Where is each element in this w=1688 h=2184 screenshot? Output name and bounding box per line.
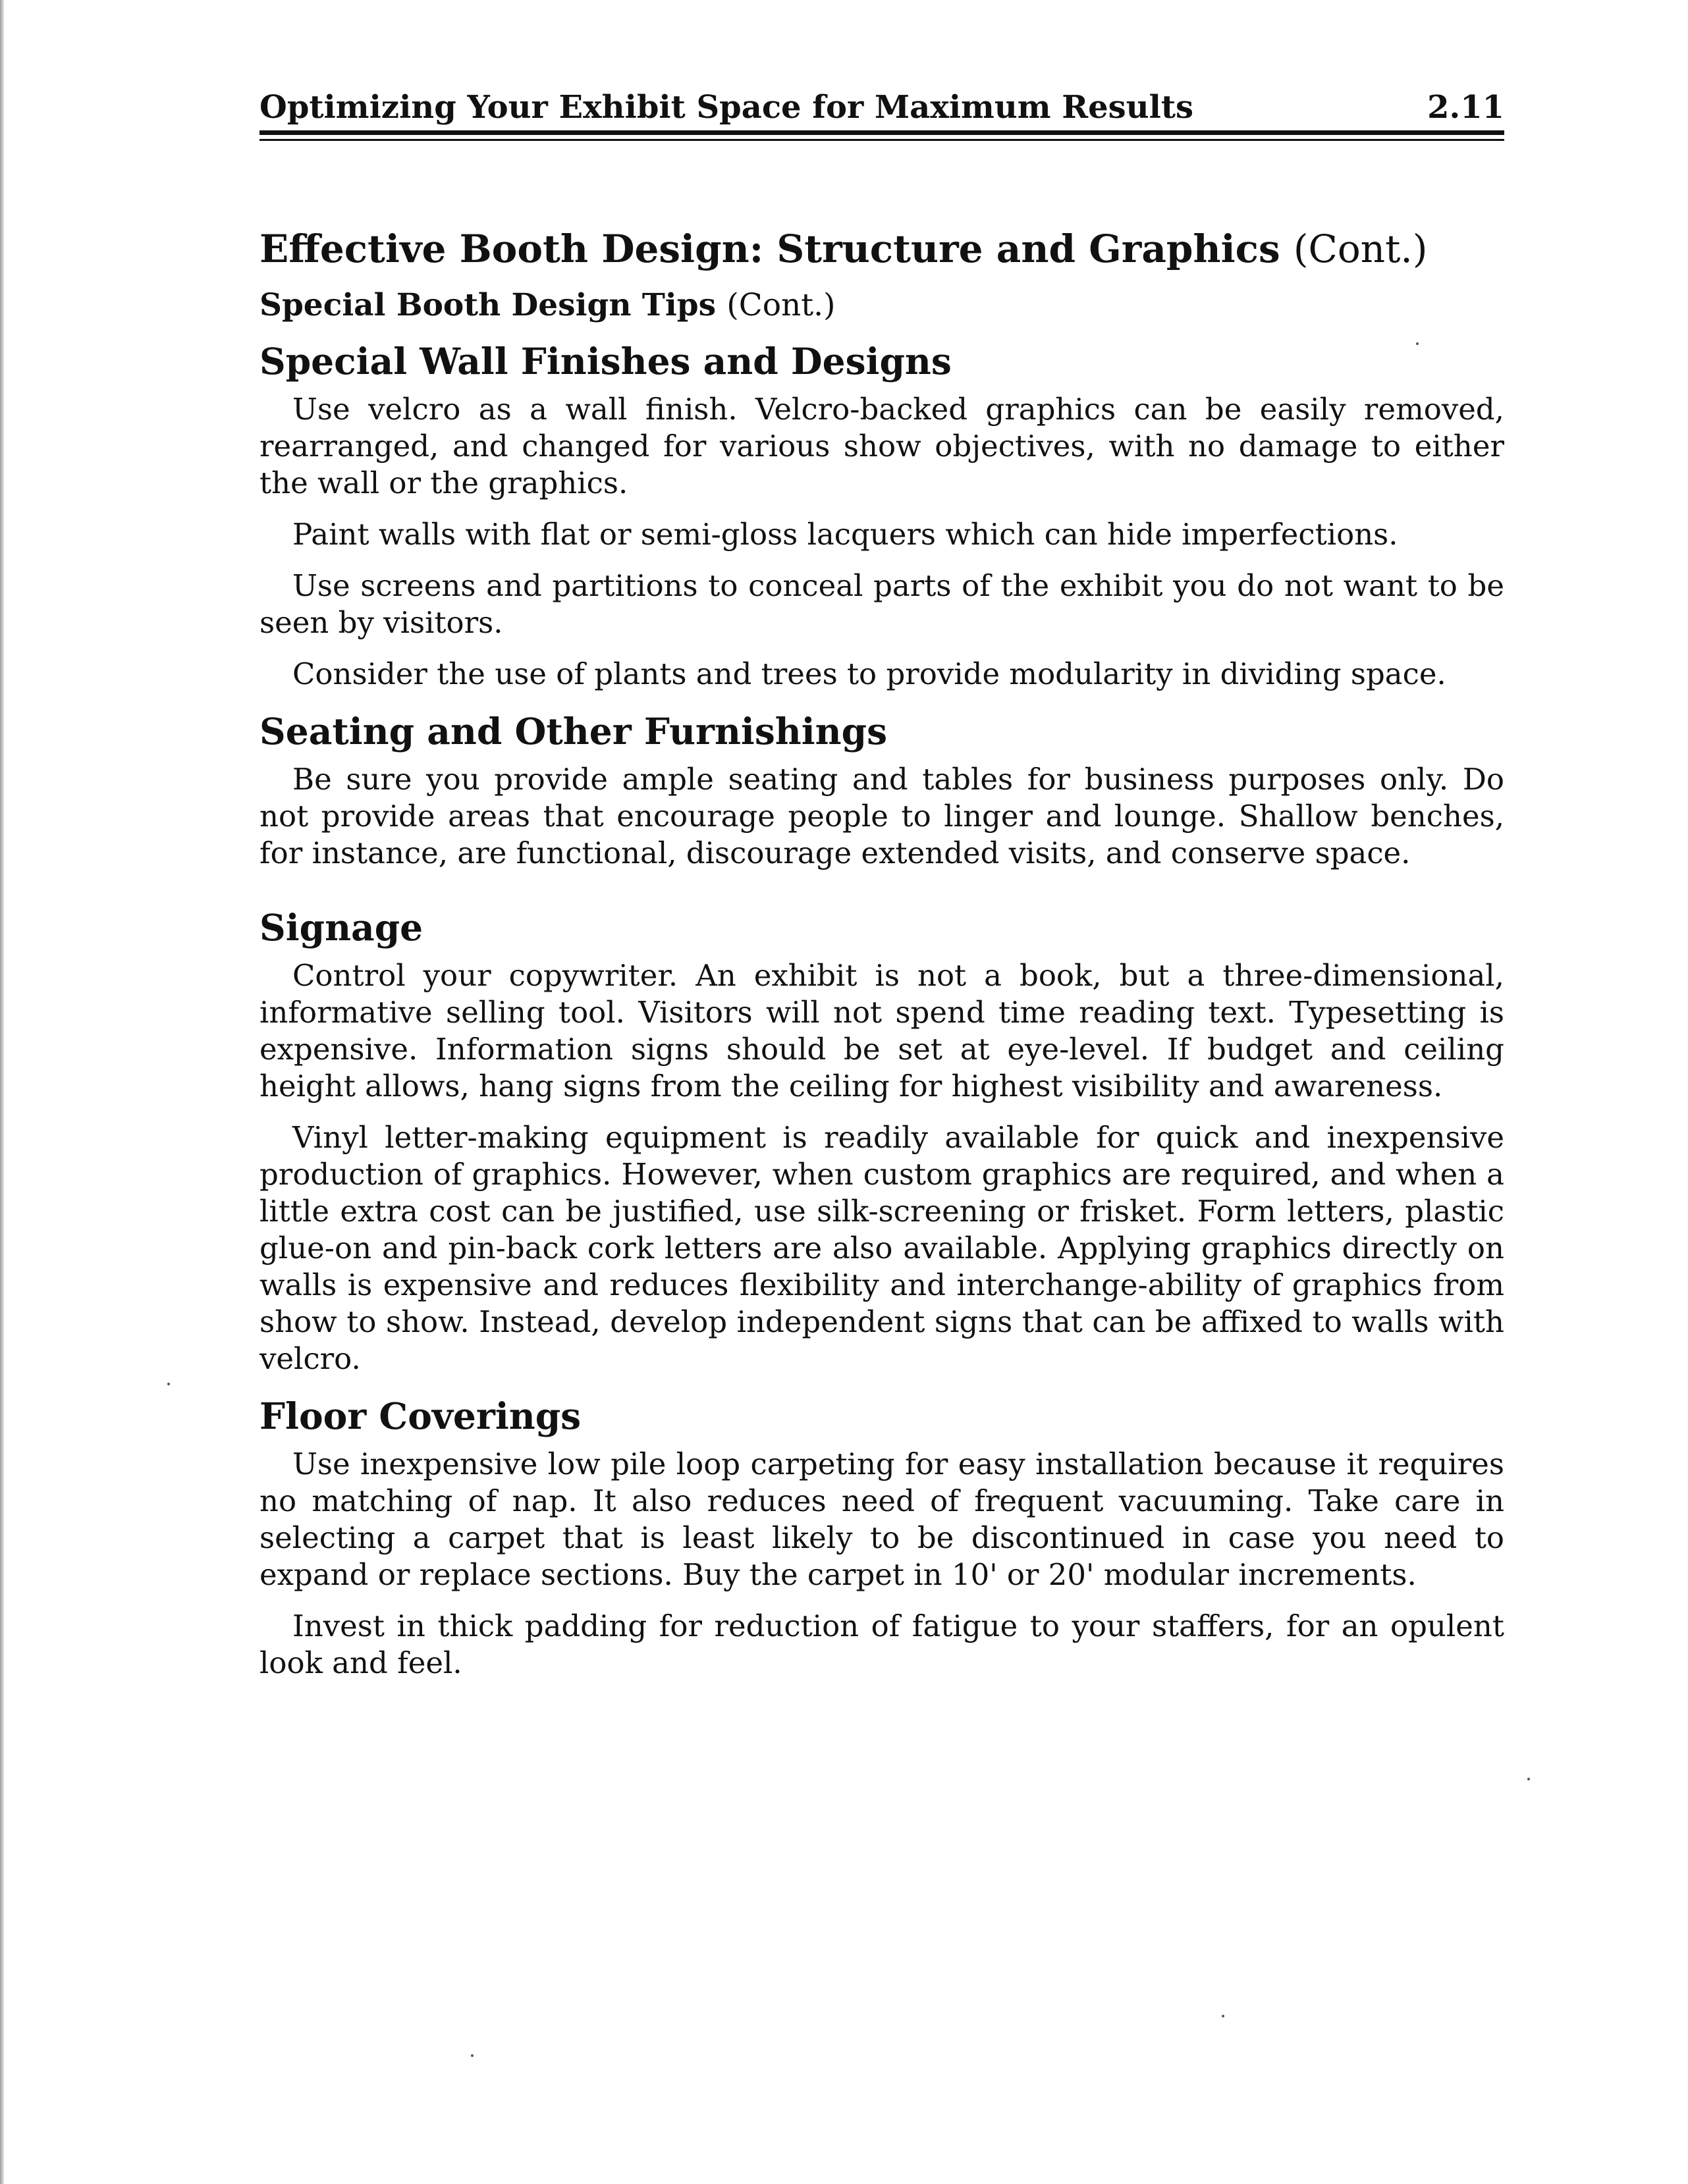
scan-speck <box>167 1383 170 1385</box>
page-number: 2.11 <box>1427 89 1504 126</box>
paragraph: Consider the use of plants and trees to provide modularity in dividing space. <box>292 656 1446 691</box>
section-title: Effective Booth Design: Structure and Graphics <box>259 226 1280 271</box>
topic-heading: Special Wall Finishes and Designs <box>259 340 952 383</box>
topic-heading: Seating and Other Furnishings <box>259 710 888 753</box>
paragraph: Use inexpensive low pile loop carpeting for easy installation because it requires no matching of nap. It also reduces need of frequent vacuuming. Take care in selecting a carpet that is least likely to be discontinued in case you need to expand or replace sections. Buy the carpet in 10' or 20' modular increments. <box>259 1447 1504 1592</box>
running-header <box>259 84 1504 130</box>
topic-wall-finishes <box>259 337 1504 693</box>
topic-floor-coverings <box>259 1392 1504 1682</box>
topic-signage <box>259 903 1504 1377</box>
scan-edge <box>0 0 4 2184</box>
header-rule-thick <box>259 130 1504 135</box>
page-content <box>259 223 1504 1696</box>
paragraph: Be sure you provide ample seating and tables for business purposes only. Do not provide areas that encourage people to linger and lounge. Shallow benches, for instance, are functional, discourage extended visits, and conserve space. <box>259 762 1504 870</box>
scan-speck <box>1222 2015 1224 2017</box>
paragraph: Use velcro as a wall finish. Velcro-backed graphics can be easily removed, rearranged, and changed for various show objectives, with no damage to either the wall or the graphics. <box>259 392 1504 500</box>
subsection-title: Special Booth Design Tips <box>259 287 717 323</box>
scan-speck <box>471 2054 474 2057</box>
section-cont: (Cont.) <box>1293 226 1428 271</box>
paragraph: Invest in thick padding for reduction of fatigue to your staffers, for an opulent look and feel. <box>259 1609 1504 1680</box>
paragraph: Use screens and partitions to conceal parts of the exhibit you do not want to be seen by visitors. <box>259 568 1504 640</box>
paragraph: Control your copywriter. An exhibit is not a book, but a three-dimensional, informative selling tool. Visitors will not spend time reading text. Typesetting is expensive. Information signs should be set at eye-level. If budget and ceiling height allows, hang signs from the ceiling for highest visibility and awareness. <box>259 958 1504 1104</box>
paragraph: Paint walls with flat or semi-gloss lacquers which can hide imperfections. <box>292 517 1398 552</box>
header-rule-thin <box>259 139 1504 141</box>
section-heading <box>259 223 1504 275</box>
topic-heading: Signage <box>259 906 423 949</box>
subsection-cont: (Cont.) <box>726 287 836 323</box>
subsection-heading <box>259 284 1504 327</box>
scan-speck <box>1527 1778 1530 1780</box>
scan-speck <box>1416 342 1419 345</box>
topic-seating <box>259 707 1504 872</box>
topic-heading: Floor Coverings <box>259 1395 582 1437</box>
paragraph: Vinyl letter-making equipment is readily available for quick and inexpensive production of graphics. However, when custom graphics are required, and when a little extra cost can be justified, use silk-screening or frisket. Form letters, plastic glue-on and pin-back cork letters are also available. Applying graphics directly on walls is expensive and reduces flexibility and interchange-ability of graphics from show to show. Instead, develop independent signs that can be affixed to walls with velcro. <box>259 1120 1504 1376</box>
running-header-title: Optimizing Your Exhibit Space for Maximum Results <box>259 89 1194 126</box>
